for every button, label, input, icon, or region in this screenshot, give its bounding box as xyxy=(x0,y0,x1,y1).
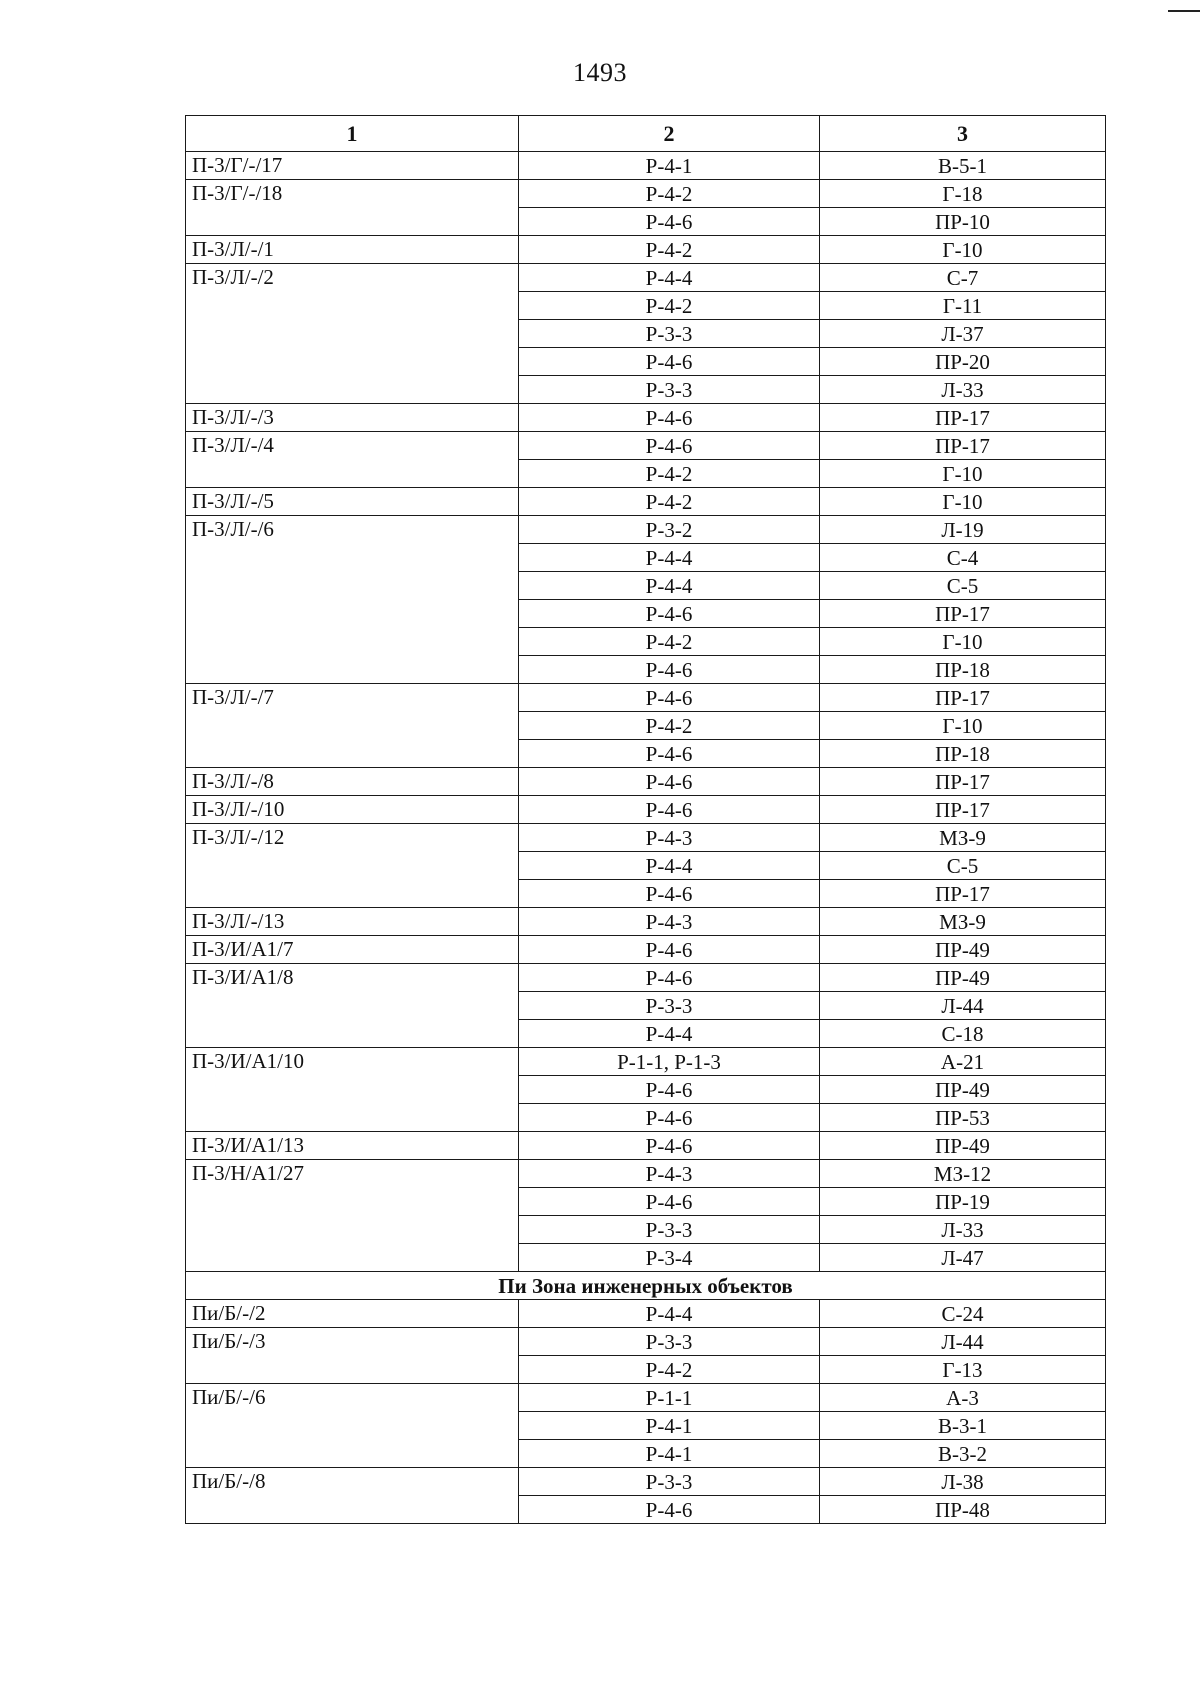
reference-code-cell: ПР-17 xyxy=(820,404,1106,432)
table-row xyxy=(186,404,1106,432)
regulation-code-cell: Р-4-1 xyxy=(519,1440,820,1468)
reference-code-cell: Г-10 xyxy=(820,712,1106,740)
regulation-code-cell: Р-4-4 xyxy=(519,1300,820,1328)
reference-code-cell: ПР-49 xyxy=(820,936,1106,964)
regulation-code-cell: Р-1-1 xyxy=(519,1384,820,1412)
regulation-code-cell: Р-4-6 xyxy=(519,684,820,712)
regulation-code-cell: Р-4-4 xyxy=(519,544,820,572)
reference-code-cell: Л-33 xyxy=(820,376,1106,404)
regulation-code-cell: Р-3-3 xyxy=(519,376,820,404)
regulation-code-cell: Р-4-2 xyxy=(519,180,820,208)
table-row xyxy=(186,1468,1106,1496)
reference-code-cell: В-3-1 xyxy=(820,1412,1106,1440)
regulation-code-cell: Р-4-6 xyxy=(519,348,820,376)
regulation-code-cell: Р-4-6 xyxy=(519,1104,820,1132)
reference-code-cell: Г-10 xyxy=(820,628,1106,656)
regulation-code-cell: Р-4-4 xyxy=(519,572,820,600)
zone-code-cell: Пи/Б/-/3 xyxy=(186,1328,519,1384)
regulation-code-cell: Р-3-3 xyxy=(519,320,820,348)
regulation-code-cell: Р-4-6 xyxy=(519,600,820,628)
reference-code-cell: С-5 xyxy=(820,852,1106,880)
zone-code-cell: П-3/И/А1/7 xyxy=(186,936,519,964)
regulation-code-cell: Р-4-2 xyxy=(519,236,820,264)
reference-code-cell: Г-10 xyxy=(820,488,1106,516)
reference-code-cell: С-5 xyxy=(820,572,1106,600)
reference-code-cell: Г-13 xyxy=(820,1356,1106,1384)
reference-code-cell: ПР-18 xyxy=(820,656,1106,684)
reference-code-cell: ПР-49 xyxy=(820,1076,1106,1104)
regulation-code-cell: Р-4-2 xyxy=(519,460,820,488)
zone-code-cell: Пи/Б/-/8 xyxy=(186,1468,519,1524)
regulation-code-cell: Р-4-2 xyxy=(519,292,820,320)
table-body xyxy=(186,152,1106,1524)
table-row xyxy=(186,796,1106,824)
reference-code-cell: ПР-17 xyxy=(820,600,1106,628)
classification-table xyxy=(185,115,1106,1524)
regulation-code-cell: Р-3-4 xyxy=(519,1244,820,1272)
reference-code-cell: ПР-10 xyxy=(820,208,1106,236)
table-row xyxy=(186,264,1106,292)
reference-code-cell: ПР-17 xyxy=(820,768,1106,796)
regulation-code-cell: Р-4-6 xyxy=(519,796,820,824)
reference-code-cell: МЗ-9 xyxy=(820,824,1106,852)
reference-code-cell: С-4 xyxy=(820,544,1106,572)
regulation-code-cell: Р-4-6 xyxy=(519,404,820,432)
regulation-code-cell: Р-3-3 xyxy=(519,1468,820,1496)
table-row xyxy=(186,516,1106,544)
zone-code-cell: П-3/Л/-/3 xyxy=(186,404,519,432)
reference-code-cell: ПР-17 xyxy=(820,432,1106,460)
page-number: 1493 xyxy=(573,58,627,87)
reference-code-cell: Л-19 xyxy=(820,516,1106,544)
table-row xyxy=(186,1384,1106,1412)
reference-code-cell: ПР-20 xyxy=(820,348,1106,376)
reference-code-cell: В-5-1 xyxy=(820,152,1106,180)
reference-code-cell: Г-18 xyxy=(820,180,1106,208)
table-row xyxy=(186,1160,1106,1188)
reference-code-cell: МЗ-9 xyxy=(820,908,1106,936)
regulation-code-cell: Р-4-3 xyxy=(519,908,820,936)
regulation-code-cell: Р-4-2 xyxy=(519,628,820,656)
zone-code-cell: П-3/Г/-/17 xyxy=(186,152,519,180)
table-header-row xyxy=(186,116,1106,152)
reference-code-cell: Г-10 xyxy=(820,460,1106,488)
regulation-code-cell: Р-4-6 xyxy=(519,208,820,236)
table-row xyxy=(186,824,1106,852)
reference-code-cell: С-24 xyxy=(820,1300,1106,1328)
reference-code-cell: Л-33 xyxy=(820,1216,1106,1244)
zone-code-cell: П-3/Л/-/10 xyxy=(186,796,519,824)
table-row xyxy=(186,964,1106,992)
regulation-code-cell: Р-4-6 xyxy=(519,880,820,908)
regulation-code-cell: Р-1-1, Р-1-3 xyxy=(519,1048,820,1076)
regulation-code-cell: Р-4-3 xyxy=(519,824,820,852)
table-row xyxy=(186,1048,1106,1076)
reference-code-cell: МЗ-12 xyxy=(820,1160,1106,1188)
table-row xyxy=(186,152,1106,180)
regulation-code-cell: Р-4-2 xyxy=(519,488,820,516)
regulation-code-cell: Р-4-1 xyxy=(519,1412,820,1440)
table-row xyxy=(186,236,1106,264)
regulation-code-cell: Р-3-3 xyxy=(519,1328,820,1356)
zone-code-cell: П-3/Л/-/7 xyxy=(186,684,519,768)
column-header-2: 2 xyxy=(519,116,820,152)
zone-code-cell: П-3/И/А1/8 xyxy=(186,964,519,1048)
zone-code-cell: П-3/Л/-/2 xyxy=(186,264,519,404)
regulation-code-cell: Р-4-6 xyxy=(519,1188,820,1216)
zone-code-cell: П-3/Л/-/5 xyxy=(186,488,519,516)
reference-code-cell: ПР-17 xyxy=(820,880,1106,908)
reference-code-cell: С-7 xyxy=(820,264,1106,292)
regulation-code-cell: Р-4-6 xyxy=(519,1132,820,1160)
table-row xyxy=(186,432,1106,460)
scan-edge-mark xyxy=(1168,10,1200,12)
zone-code-cell: Пи/Б/-/6 xyxy=(186,1384,519,1468)
reference-code-cell: ПР-49 xyxy=(820,964,1106,992)
regulation-code-cell: Р-4-6 xyxy=(519,768,820,796)
reference-code-cell: Л-38 xyxy=(820,1468,1106,1496)
regulation-code-cell: Р-3-2 xyxy=(519,516,820,544)
reference-code-cell: В-3-2 xyxy=(820,1440,1106,1468)
section-row xyxy=(186,1272,1106,1300)
zone-code-cell: П-3/Л/-/12 xyxy=(186,824,519,908)
reference-code-cell: ПР-17 xyxy=(820,796,1106,824)
regulation-code-cell: Р-4-6 xyxy=(519,432,820,460)
table-row xyxy=(186,488,1106,516)
zone-code-cell: П-3/Л/-/1 xyxy=(186,236,519,264)
regulation-code-cell: Р-4-6 xyxy=(519,740,820,768)
reference-code-cell: Л-44 xyxy=(820,1328,1106,1356)
regulation-code-cell: Р-4-4 xyxy=(519,264,820,292)
column-header-3: 3 xyxy=(820,116,1106,152)
regulation-code-cell: Р-3-3 xyxy=(519,992,820,1020)
zone-code-cell: П-3/Л/-/8 xyxy=(186,768,519,796)
regulation-code-cell: Р-4-6 xyxy=(519,964,820,992)
reference-code-cell: ПР-53 xyxy=(820,1104,1106,1132)
zone-code-cell: П-3/Л/-/4 xyxy=(186,432,519,488)
reference-code-cell: С-18 xyxy=(820,1020,1106,1048)
zone-code-cell: П-3/Л/-/6 xyxy=(186,516,519,684)
table-row xyxy=(186,180,1106,208)
zone-code-cell: П-3/Л/-/13 xyxy=(186,908,519,936)
regulation-code-cell: Р-3-3 xyxy=(519,1216,820,1244)
reference-code-cell: Л-44 xyxy=(820,992,1106,1020)
reference-code-cell: Г-10 xyxy=(820,236,1106,264)
table-row xyxy=(186,1300,1106,1328)
table-row xyxy=(186,768,1106,796)
reference-code-cell: ПР-19 xyxy=(820,1188,1106,1216)
zone-code-cell: П-3/Г/-/18 xyxy=(186,180,519,236)
regulation-code-cell: Р-4-2 xyxy=(519,1356,820,1384)
reference-code-cell: Л-37 xyxy=(820,320,1106,348)
regulation-code-cell: Р-4-2 xyxy=(519,712,820,740)
table-row xyxy=(186,936,1106,964)
reference-code-cell: ПР-18 xyxy=(820,740,1106,768)
regulation-code-cell: Р-4-4 xyxy=(519,1020,820,1048)
reference-code-cell: ПР-48 xyxy=(820,1496,1106,1524)
table-row xyxy=(186,684,1106,712)
reference-code-cell: А-3 xyxy=(820,1384,1106,1412)
regulation-code-cell: Р-4-6 xyxy=(519,936,820,964)
regulation-code-cell: Р-4-1 xyxy=(519,152,820,180)
reference-code-cell: ПР-17 xyxy=(820,684,1106,712)
regulation-code-cell: Р-4-6 xyxy=(519,1496,820,1524)
zone-code-cell: Пи/Б/-/2 xyxy=(186,1300,519,1328)
table-row xyxy=(186,1132,1106,1160)
regulation-code-cell: Р-4-3 xyxy=(519,1160,820,1188)
zone-code-cell: П-3/Н/А1/27 xyxy=(186,1160,519,1272)
reference-code-cell: Г-11 xyxy=(820,292,1106,320)
section-title: Пи Зона инженерных объектов xyxy=(186,1272,1106,1300)
zone-code-cell: П-3/И/А1/13 xyxy=(186,1132,519,1160)
regulation-code-cell: Р-4-6 xyxy=(519,656,820,684)
reference-code-cell: Л-47 xyxy=(820,1244,1106,1272)
reference-code-cell: А-21 xyxy=(820,1048,1106,1076)
table-row xyxy=(186,1328,1106,1356)
zone-code-cell: П-3/И/А1/10 xyxy=(186,1048,519,1132)
regulation-code-cell: Р-4-4 xyxy=(519,852,820,880)
regulation-code-cell: Р-4-6 xyxy=(519,1076,820,1104)
column-header-1: 1 xyxy=(186,116,519,152)
table-row xyxy=(186,908,1106,936)
reference-code-cell: ПР-49 xyxy=(820,1132,1106,1160)
